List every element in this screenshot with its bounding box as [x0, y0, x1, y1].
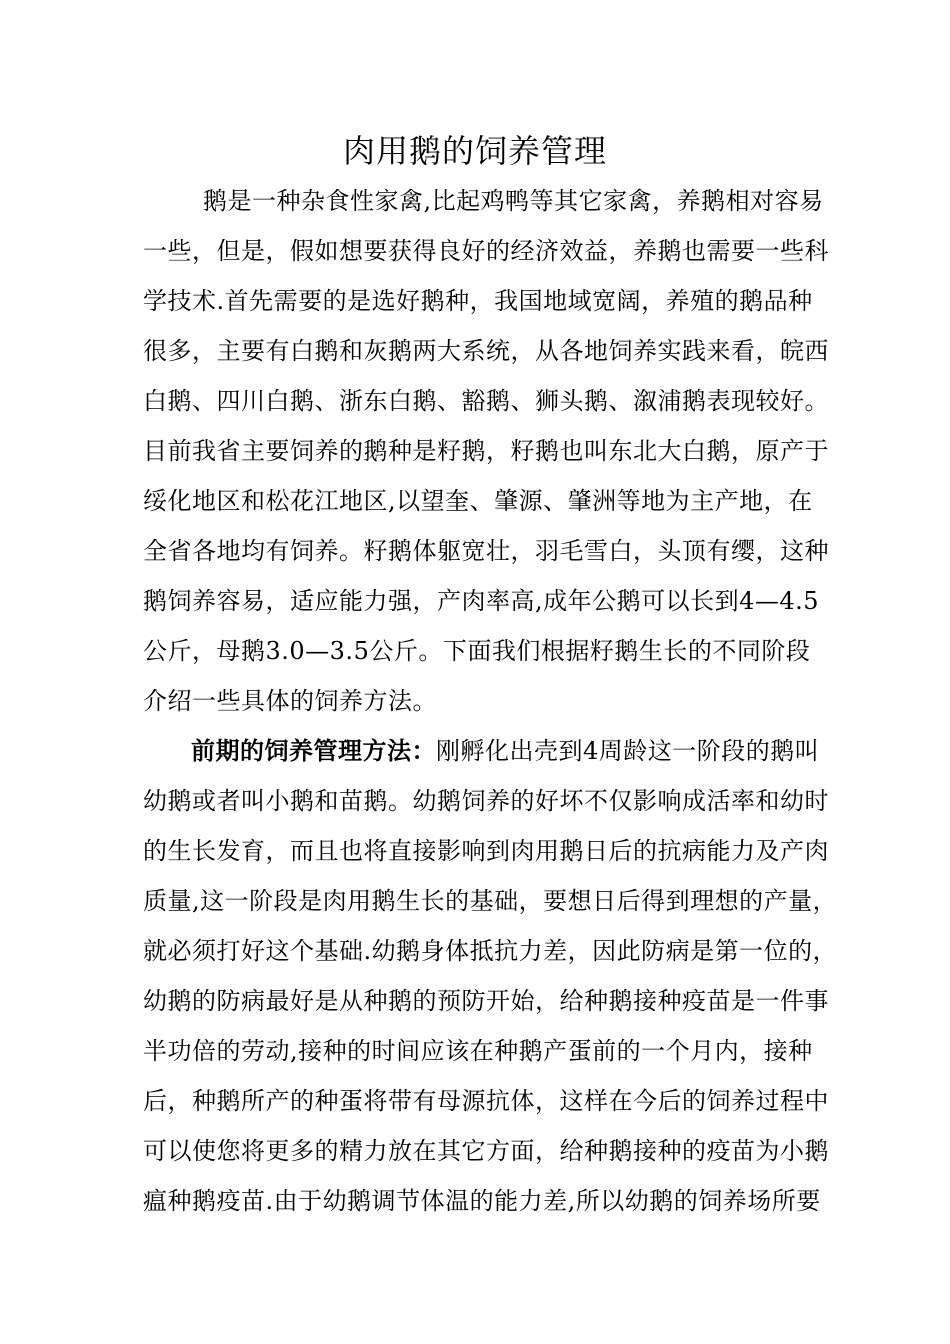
paragraph-line: 白鹅、四川白鹅、浙东白鹅、豁鹅、狮头鹅、溆浦鹅表现较好。: [143, 387, 829, 415]
paragraph-first-line: [191, 733, 863, 769]
section-heading: 前期的饲养管理方法：: [191, 737, 436, 765]
paragraph-line: 可以使您将更多的精力放在其它方面，给种鹅接种的疫苗为小鹅: [143, 1137, 829, 1165]
paragraph-line: 半功倍的劳动,接种的时间应该在种鹅产蛋前的一个月内，接种: [143, 1037, 813, 1065]
paragraph-line: 目前我省主要饲养的鹅种是籽鹅，籽鹅也叫东北大白鹅，原产于: [143, 437, 829, 465]
paragraph-line: 质量,这一阶段是肉用鹅生长的基础，要想日后得到理想的产量，: [143, 887, 838, 915]
paragraph-line: 的生长发育，而且也将直接影响到肉用鹅日后的抗病能力及产肉: [143, 837, 829, 865]
paragraph-line: 绥化地区和松花江地区,以望奎、肇源、肇洲等地为主产地，在: [143, 487, 813, 515]
document-title: 肉用鹅的饲养管理: [342, 132, 607, 170]
paragraph-line: 公斤，母鹅3.0—3.5公斤。下面我们根据籽鹅生长的不同阶段: [143, 637, 811, 665]
paragraph-line: 介绍一些具体的饲养方法。: [143, 687, 437, 715]
paragraph-line: 一些，但是，假如想要获得良好的经济效益，养鹅也需要一些科: [143, 237, 829, 265]
paragraph-line: 就必须打好这个基础.幼鹅身体抵抗力差，因此防病是第一位的，: [143, 937, 838, 965]
paragraph-line: 全省各地均有饲养。籽鹅体躯宽壮，羽毛雪白，头顶有缨，这种: [143, 537, 829, 565]
paragraph-line: 后，种鹅所产的种蛋将带有母源抗体，这样在今后的饲养过程中: [143, 1087, 829, 1115]
paragraph-line: 鹅饲养容易，适应能力强，产肉率高,成年公鹅可以长到4—4.5: [143, 587, 820, 615]
paragraph-line: 幼鹅或者叫小鹅和苗鹅。幼鹅饲养的好坏不仅影响成活率和幼时: [143, 787, 829, 815]
paragraph-line: 鹅是一种杂食性家禽,比起鸡鸭等其它家禽，养鹅相对容易: [203, 187, 824, 215]
paragraph-line: 很多，主要有白鹅和灰鹅两大系统，从各地饲养实践来看，皖西: [143, 337, 829, 365]
paragraph-line: 学技术.首先需要的是选好鹅种，我国地域宽阔，养殖的鹅品种: [143, 287, 813, 315]
paragraph-line: 瘟种鹅疫苗.由于幼鹅调节体温的能力差,所以幼鹅的饲养场所要: [143, 1187, 821, 1215]
paragraph-line: 幼鹅的防病最好是从种鹅的预防开始，给种鹅接种疫苗是一件事: [143, 987, 829, 1015]
paragraph-line-rest: 刚孵化出壳到4周龄这一阶段的鹅叫: [436, 737, 820, 765]
